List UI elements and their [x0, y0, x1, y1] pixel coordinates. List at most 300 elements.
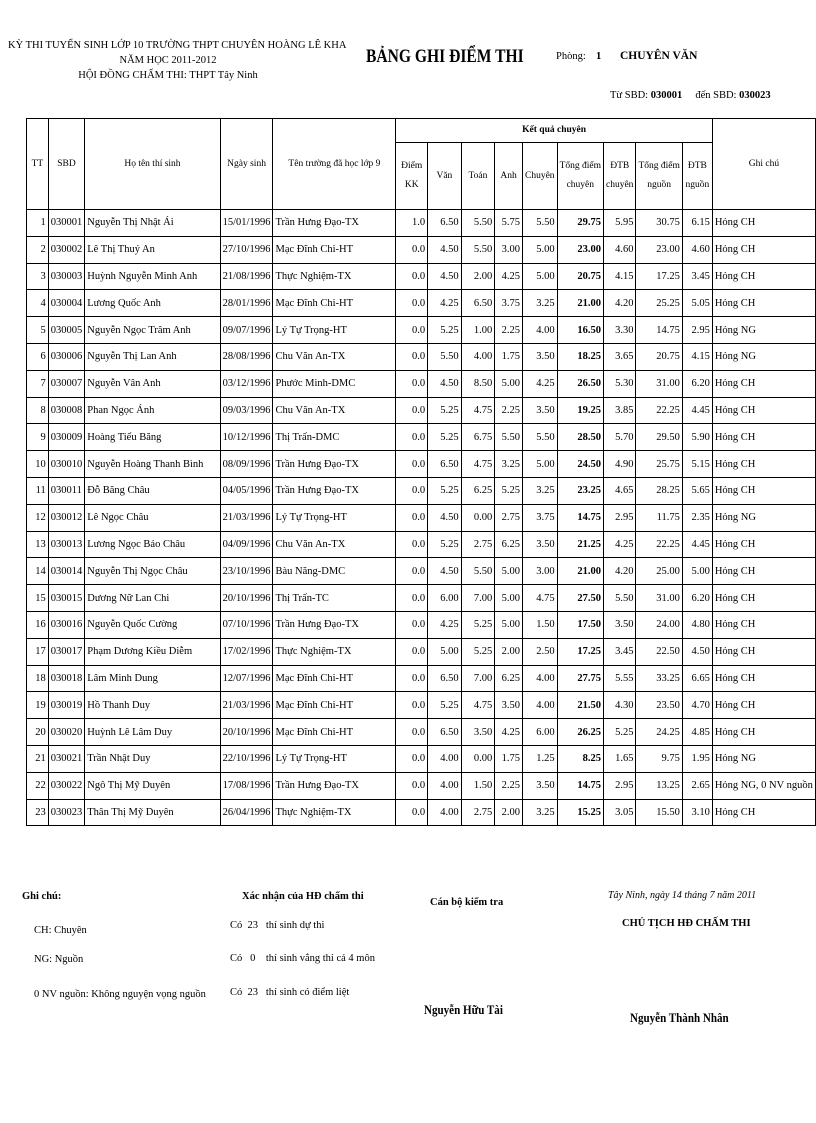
col-total-nguon-line2: nguồn	[647, 180, 672, 190]
cell-school: Chu Văn An-TX	[273, 397, 396, 424]
cell-name: Phan Ngọc Ánh	[85, 397, 220, 424]
table-row	[27, 343, 816, 370]
cell-chuyen: 5.00	[523, 263, 558, 290]
cell-chuyen: 4.25	[523, 370, 558, 397]
cell-tt: 19	[27, 692, 49, 719]
cell-note: Hỏng CH	[712, 424, 815, 451]
cell-total-chuyen: 21.25	[557, 531, 603, 558]
cell-note: Hỏng CH	[712, 397, 815, 424]
cell-avg-chuyen: 5.30	[604, 370, 636, 397]
cell-total-nguon: 30.75	[636, 210, 682, 237]
col-tt: TT	[27, 119, 49, 210]
cell-tt: 22	[27, 772, 49, 799]
cell-total-chuyen: 28.50	[557, 424, 603, 451]
cell-avg-nguon: 2.95	[682, 317, 712, 344]
cell-toan: 0.00	[461, 745, 495, 772]
cell-tt: 6	[27, 343, 49, 370]
cell-tt: 3	[27, 263, 49, 290]
cell-note: Hỏng CH	[712, 370, 815, 397]
cell-total-nguon: 23.50	[636, 692, 682, 719]
cell-note: Hỏng CH	[712, 558, 815, 585]
cell-school: Mạc Đĩnh Chi-HT	[273, 236, 396, 263]
col-kk-line2: KK	[404, 180, 419, 190]
notes-title: Ghi chú:	[22, 891, 62, 902]
cell-dob: 28/08/1996	[220, 343, 273, 370]
cell-chuyen: 1.50	[523, 611, 558, 638]
exam-title-block	[8, 38, 347, 83]
cell-dob: 22/10/1996	[220, 745, 273, 772]
cell-total-nguon: 22.50	[636, 638, 682, 665]
cell-van: 5.25	[428, 477, 462, 504]
cell-van: 5.00	[428, 638, 462, 665]
cell-toan: 3.50	[461, 719, 495, 746]
cell-total-chuyen: 17.25	[557, 638, 603, 665]
cell-tt: 16	[27, 611, 49, 638]
cell-chuyen: 4.00	[523, 692, 558, 719]
note-ng: NG: Nguồn	[34, 954, 84, 965]
cell-sbd: 030023	[48, 799, 85, 826]
col-note: Ghi chú	[712, 119, 815, 210]
cell-avg-nguon: 3.45	[682, 263, 712, 290]
cell-avg-chuyen: 4.60	[604, 236, 636, 263]
cell-tt: 21	[27, 745, 49, 772]
subject-name: CHUYÊN VĂN	[620, 50, 698, 62]
cell-avg-chuyen: 3.45	[604, 638, 636, 665]
cell-total-nguon: 29.50	[636, 424, 682, 451]
cell-note: Hỏng CH	[712, 531, 815, 558]
cell-van: 4.50	[428, 558, 462, 585]
cell-note: Hỏng CH	[712, 210, 815, 237]
cell-dob: 08/09/1996	[220, 451, 273, 478]
cell-anh: 4.25	[495, 719, 523, 746]
cell-avg-nguon: 4.50	[682, 638, 712, 665]
table-row	[27, 317, 816, 344]
grading-council: HỘI ĐỒNG CHẤM THI: THPT Tây Ninh	[78, 70, 258, 81]
cell-school: Trần Hưng Đạo-TX	[273, 611, 396, 638]
cell-sbd: 030017	[48, 638, 85, 665]
col-anh: Anh	[495, 143, 523, 210]
cell-total-nguon: 15.50	[636, 799, 682, 826]
chair-title: CHỦ TỊCH HĐ CHẤM THI	[622, 918, 751, 929]
cell-school: Trần Hưng Đạo-TX	[273, 451, 396, 478]
table-row	[27, 558, 816, 585]
cell-kk: 1.0	[396, 210, 428, 237]
table-row	[27, 504, 816, 531]
cell-school: Thị Trấn-DMC	[273, 424, 396, 451]
cell-total-nguon: 14.75	[636, 317, 682, 344]
col-school: Tên trường đã học lớp 9	[273, 119, 396, 210]
cell-toan: 2.75	[461, 531, 495, 558]
col-total-chuyen	[557, 143, 603, 210]
cell-total-chuyen: 26.25	[557, 719, 603, 746]
cell-total-nguon: 31.00	[636, 370, 682, 397]
cell-dob: 26/04/1996	[220, 799, 273, 826]
cell-name: Lê Thị Thuý An	[85, 236, 220, 263]
cell-school: Chu Văn An-TX	[273, 531, 396, 558]
cell-toan: 8.50	[461, 370, 495, 397]
cell-chuyen: 3.00	[523, 558, 558, 585]
table-row	[27, 290, 816, 317]
cell-kk: 0.0	[396, 343, 428, 370]
cell-total-chuyen: 24.50	[557, 451, 603, 478]
cell-van: 4.00	[428, 772, 462, 799]
cell-kk: 0.0	[396, 611, 428, 638]
cell-note: Hỏng CH	[712, 585, 815, 612]
cell-van: 6.50	[428, 719, 462, 746]
col-total-nguon	[636, 143, 682, 210]
cell-anh: 6.25	[495, 531, 523, 558]
confirm-3-text: thí sinh có điểm liệt	[265, 987, 350, 998]
cell-tt: 8	[27, 397, 49, 424]
score-table	[26, 118, 816, 826]
cell-sbd: 030012	[48, 504, 85, 531]
sbd-from-label: Từ SBD:	[610, 90, 649, 101]
cell-dob: 28/01/1996	[220, 290, 273, 317]
cell-kk: 0.0	[396, 585, 428, 612]
cell-toan: 7.00	[461, 665, 495, 692]
cell-anh: 3.25	[495, 451, 523, 478]
col-sbd: SBD	[48, 119, 85, 210]
score-table-body	[27, 210, 816, 826]
cell-total-chuyen: 14.75	[557, 504, 603, 531]
cell-toan: 5.50	[461, 236, 495, 263]
cell-tt: 2	[27, 236, 49, 263]
cell-chuyen: 3.25	[523, 477, 558, 504]
cell-chuyen: 5.00	[523, 236, 558, 263]
col-avg-nguon	[682, 143, 712, 210]
cell-total-chuyen: 23.00	[557, 236, 603, 263]
cell-note: Hỏng CH	[712, 477, 815, 504]
confirm-2-text: thí sinh vắng thi cả 4 môn	[265, 953, 375, 964]
cell-van: 4.50	[428, 263, 462, 290]
cell-sbd: 030008	[48, 397, 85, 424]
cell-tt: 20	[27, 719, 49, 746]
cell-anh: 2.00	[495, 638, 523, 665]
cell-dob: 27/10/1996	[220, 236, 273, 263]
cell-van: 6.50	[428, 451, 462, 478]
cell-note: Hỏng NG, 0 NV nguồn	[712, 772, 815, 799]
cell-van: 6.50	[428, 210, 462, 237]
cell-sbd: 030007	[48, 370, 85, 397]
cell-name: Nguyễn Ngọc Trâm Anh	[85, 317, 220, 344]
confirm-2-pre: Có	[230, 953, 243, 964]
cell-van: 5.25	[428, 531, 462, 558]
cell-avg-chuyen: 4.20	[604, 558, 636, 585]
cell-anh: 5.00	[495, 558, 523, 585]
cell-name: Nguyễn Vân Anh	[85, 370, 220, 397]
cell-avg-chuyen: 3.65	[604, 343, 636, 370]
col-kk-line1: Điểm	[401, 161, 423, 171]
confirm-1-pre: Có	[230, 920, 243, 931]
cell-sbd: 030021	[48, 745, 85, 772]
cell-van: 5.25	[428, 397, 462, 424]
cell-school: Lý Tự Trọng-HT	[273, 317, 396, 344]
cell-tt: 17	[27, 638, 49, 665]
table-row	[27, 397, 816, 424]
cell-van: 6.50	[428, 665, 462, 692]
cell-avg-nguon: 4.15	[682, 343, 712, 370]
checker-name: Nguyễn Hữu Tài	[424, 1002, 503, 1017]
cell-avg-nguon: 6.15	[682, 210, 712, 237]
cell-total-nguon: 25.25	[636, 290, 682, 317]
cell-toan: 4.75	[461, 692, 495, 719]
cell-note: Hỏng NG	[712, 504, 815, 531]
cell-total-chuyen: 29.75	[557, 210, 603, 237]
col-avg-chuyen	[604, 143, 636, 210]
cell-tt: 9	[27, 424, 49, 451]
room-value: 1	[596, 51, 602, 62]
cell-kk: 0.0	[396, 558, 428, 585]
cell-anh: 2.75	[495, 504, 523, 531]
cell-avg-nguon: 3.10	[682, 799, 712, 826]
cell-avg-chuyen: 4.65	[604, 477, 636, 504]
school-year: NĂM HỌC 2011-2012	[119, 55, 217, 66]
cell-van: 5.25	[428, 317, 462, 344]
cell-school: Thực Nghiệm-TX	[273, 638, 396, 665]
page-title: BẢNG GHI ĐIỂM THI	[366, 46, 524, 67]
cell-dob: 04/09/1996	[220, 531, 273, 558]
cell-anh: 5.00	[495, 611, 523, 638]
confirm-title: Xác nhận của HĐ chấm thi	[242, 891, 364, 902]
cell-van: 4.00	[428, 745, 462, 772]
cell-avg-chuyen: 4.25	[604, 531, 636, 558]
cell-school: Lý Tự Trọng-HT	[273, 504, 396, 531]
cell-sbd: 030014	[48, 558, 85, 585]
cell-kk: 0.0	[396, 665, 428, 692]
cell-kk: 0.0	[396, 638, 428, 665]
cell-total-nguon: 20.75	[636, 343, 682, 370]
cell-chuyen: 4.75	[523, 585, 558, 612]
cell-toan: 5.25	[461, 611, 495, 638]
cell-sbd: 030005	[48, 317, 85, 344]
cell-avg-chuyen: 5.50	[604, 585, 636, 612]
cell-anh: 2.25	[495, 397, 523, 424]
cell-name: Lâm Minh Dung	[85, 665, 220, 692]
cell-tt: 12	[27, 504, 49, 531]
cell-dob: 12/07/1996	[220, 665, 273, 692]
cell-chuyen: 4.00	[523, 665, 558, 692]
cell-school: Thị Trấn-TC	[273, 585, 396, 612]
cell-name: Huỳnh Nguyễn Minh Anh	[85, 263, 220, 290]
cell-sbd: 030016	[48, 611, 85, 638]
cell-total-chuyen: 8.25	[557, 745, 603, 772]
cell-school: Lý Tự Trọng-HT	[273, 745, 396, 772]
cell-name: Phạm Dương Kiều Diễm	[85, 638, 220, 665]
cell-avg-chuyen: 3.85	[604, 397, 636, 424]
cell-avg-nguon: 4.85	[682, 719, 712, 746]
table-row	[27, 692, 816, 719]
cell-note: Hỏng CH	[712, 290, 815, 317]
cell-dob: 04/05/1996	[220, 477, 273, 504]
cell-dob: 20/10/1996	[220, 719, 273, 746]
sbd-to: 030023	[739, 90, 771, 101]
table-row	[27, 665, 816, 692]
cell-total-nguon: 23.00	[636, 236, 682, 263]
cell-chuyen: 6.00	[523, 719, 558, 746]
cell-sbd: 030010	[48, 451, 85, 478]
cell-van: 4.00	[428, 799, 462, 826]
cell-total-nguon: 9.75	[636, 745, 682, 772]
cell-dob: 17/02/1996	[220, 638, 273, 665]
cell-total-chuyen: 27.75	[557, 665, 603, 692]
cell-avg-chuyen: 1.65	[604, 745, 636, 772]
cell-anh: 5.00	[495, 370, 523, 397]
cell-toan: 0.00	[461, 504, 495, 531]
cell-chuyen: 3.50	[523, 343, 558, 370]
cell-total-nguon: 17.25	[636, 263, 682, 290]
cell-anh: 2.25	[495, 317, 523, 344]
cell-total-chuyen: 19.25	[557, 397, 603, 424]
cell-note: Hỏng CH	[712, 236, 815, 263]
confirm-3-pre: Có	[230, 987, 243, 998]
cell-toan: 5.50	[461, 210, 495, 237]
cell-anh: 1.75	[495, 343, 523, 370]
cell-school: Mạc Đĩnh Chi-HT	[273, 665, 396, 692]
cell-total-chuyen: 14.75	[557, 772, 603, 799]
confirm-line-3	[230, 987, 349, 998]
cell-avg-chuyen: 3.30	[604, 317, 636, 344]
sbd-range	[610, 90, 771, 101]
cell-school: Trần Hưng Đạo-TX	[273, 772, 396, 799]
cell-kk: 0.0	[396, 236, 428, 263]
cell-tt: 11	[27, 477, 49, 504]
cell-van: 5.25	[428, 424, 462, 451]
cell-avg-nguon: 6.20	[682, 585, 712, 612]
cell-avg-chuyen: 4.90	[604, 451, 636, 478]
cell-avg-nguon: 6.20	[682, 370, 712, 397]
cell-note: Hỏng NG	[712, 343, 815, 370]
cell-chuyen: 3.25	[523, 799, 558, 826]
table-row	[27, 585, 816, 612]
cell-chuyen: 2.50	[523, 638, 558, 665]
cell-chuyen: 5.50	[523, 210, 558, 237]
cell-kk: 0.0	[396, 451, 428, 478]
cell-total-chuyen: 21.00	[557, 558, 603, 585]
cell-total-chuyen: 17.50	[557, 611, 603, 638]
table-row	[27, 638, 816, 665]
cell-avg-nguon: 4.80	[682, 611, 712, 638]
confirm-line-2	[230, 953, 375, 964]
cell-kk: 0.0	[396, 317, 428, 344]
cell-avg-nguon: 4.45	[682, 531, 712, 558]
cell-avg-chuyen: 4.30	[604, 692, 636, 719]
cell-dob: 23/10/1996	[220, 558, 273, 585]
cell-toan: 6.50	[461, 290, 495, 317]
cell-toan: 5.25	[461, 638, 495, 665]
table-row	[27, 263, 816, 290]
cell-tt: 5	[27, 317, 49, 344]
cell-avg-nguon: 4.45	[682, 397, 712, 424]
cell-avg-chuyen: 3.05	[604, 799, 636, 826]
cell-kk: 0.0	[396, 290, 428, 317]
cell-anh: 5.75	[495, 210, 523, 237]
cell-total-nguon: 22.25	[636, 397, 682, 424]
cell-avg-nguon: 1.95	[682, 745, 712, 772]
cell-toan: 7.00	[461, 585, 495, 612]
cell-total-chuyen: 27.50	[557, 585, 603, 612]
cell-note: Hỏng NG	[712, 317, 815, 344]
cell-sbd: 030013	[48, 531, 85, 558]
col-total-chuyen-line2: chuyên	[566, 180, 594, 190]
cell-school: Mạc Đĩnh Chi-HT	[273, 290, 396, 317]
cell-avg-chuyen: 4.15	[604, 263, 636, 290]
cell-tt: 1	[27, 210, 49, 237]
cell-dob: 21/08/1996	[220, 263, 273, 290]
cell-name: Nguyễn Thị Nhật Ái	[85, 210, 220, 237]
cell-avg-nguon: 5.00	[682, 558, 712, 585]
cell-name: Hồ Thanh Duy	[85, 692, 220, 719]
cell-anh: 4.25	[495, 263, 523, 290]
cell-avg-nguon: 2.65	[682, 772, 712, 799]
cell-tt: 15	[27, 585, 49, 612]
cell-total-nguon: 33.25	[636, 665, 682, 692]
cell-anh: 5.50	[495, 424, 523, 451]
cell-avg-nguon: 5.65	[682, 477, 712, 504]
exam-name: KỲ THI TUYỂN SINH LỚP 10 TRƯỜNG THPT CHUYÊN HOÀNG LÊ KHA	[8, 40, 347, 51]
cell-kk: 0.0	[396, 719, 428, 746]
cell-sbd: 030003	[48, 263, 85, 290]
cell-total-chuyen: 20.75	[557, 263, 603, 290]
cell-sbd: 030019	[48, 692, 85, 719]
table-row	[27, 477, 816, 504]
cell-total-nguon: 11.75	[636, 504, 682, 531]
table-row	[27, 370, 816, 397]
cell-note: Hỏng CH	[712, 719, 815, 746]
cell-note: Hỏng CH	[712, 692, 815, 719]
cell-anh: 3.50	[495, 692, 523, 719]
cell-name: Lương Ngọc Bảo Châu	[85, 531, 220, 558]
cell-name: Nguyễn Hoàng Thanh Bình	[85, 451, 220, 478]
cell-name: Hoàng Tiểu Băng	[85, 424, 220, 451]
confirm-1-text: thí sinh dự thi	[265, 920, 325, 931]
cell-name: Lương Quốc Anh	[85, 290, 220, 317]
cell-name: Nguyễn Quốc Cường	[85, 611, 220, 638]
cell-van: 5.50	[428, 343, 462, 370]
col-group-results: Kết quả chuyên	[396, 119, 712, 143]
cell-avg-chuyen: 2.95	[604, 772, 636, 799]
cell-school: Thực Nghiệm-TX	[273, 263, 396, 290]
cell-sbd: 030006	[48, 343, 85, 370]
cell-kk: 0.0	[396, 772, 428, 799]
cell-name: Nguyễn Thị Ngọc Châu	[85, 558, 220, 585]
cell-sbd: 030001	[48, 210, 85, 237]
cell-dob: 03/12/1996	[220, 370, 273, 397]
cell-sbd: 030004	[48, 290, 85, 317]
table-row	[27, 719, 816, 746]
cell-dob: 20/10/1996	[220, 585, 273, 612]
cell-total-nguon: 25.00	[636, 558, 682, 585]
cell-dob: 07/10/1996	[220, 611, 273, 638]
cell-avg-chuyen: 2.95	[604, 504, 636, 531]
cell-sbd: 030011	[48, 477, 85, 504]
cell-name: Trần Nhật Duy	[85, 745, 220, 772]
cell-school: Bàu Năng-DMC	[273, 558, 396, 585]
cell-avg-nguon: 5.90	[682, 424, 712, 451]
cell-school: Trần Hưng Đạo-TX	[273, 210, 396, 237]
place-date: Tây Ninh, ngày 14 tháng 7 năm 2011	[608, 890, 757, 901]
cell-total-nguon: 13.25	[636, 772, 682, 799]
cell-sbd: 030002	[48, 236, 85, 263]
cell-toan: 4.75	[461, 451, 495, 478]
cell-chuyen: 1.25	[523, 745, 558, 772]
cell-anh: 3.00	[495, 236, 523, 263]
cell-kk: 0.0	[396, 504, 428, 531]
cell-kk: 0.0	[396, 799, 428, 826]
cell-name: Lê Ngọc Châu	[85, 504, 220, 531]
cell-toan: 1.00	[461, 317, 495, 344]
table-row	[27, 451, 816, 478]
cell-sbd: 030022	[48, 772, 85, 799]
